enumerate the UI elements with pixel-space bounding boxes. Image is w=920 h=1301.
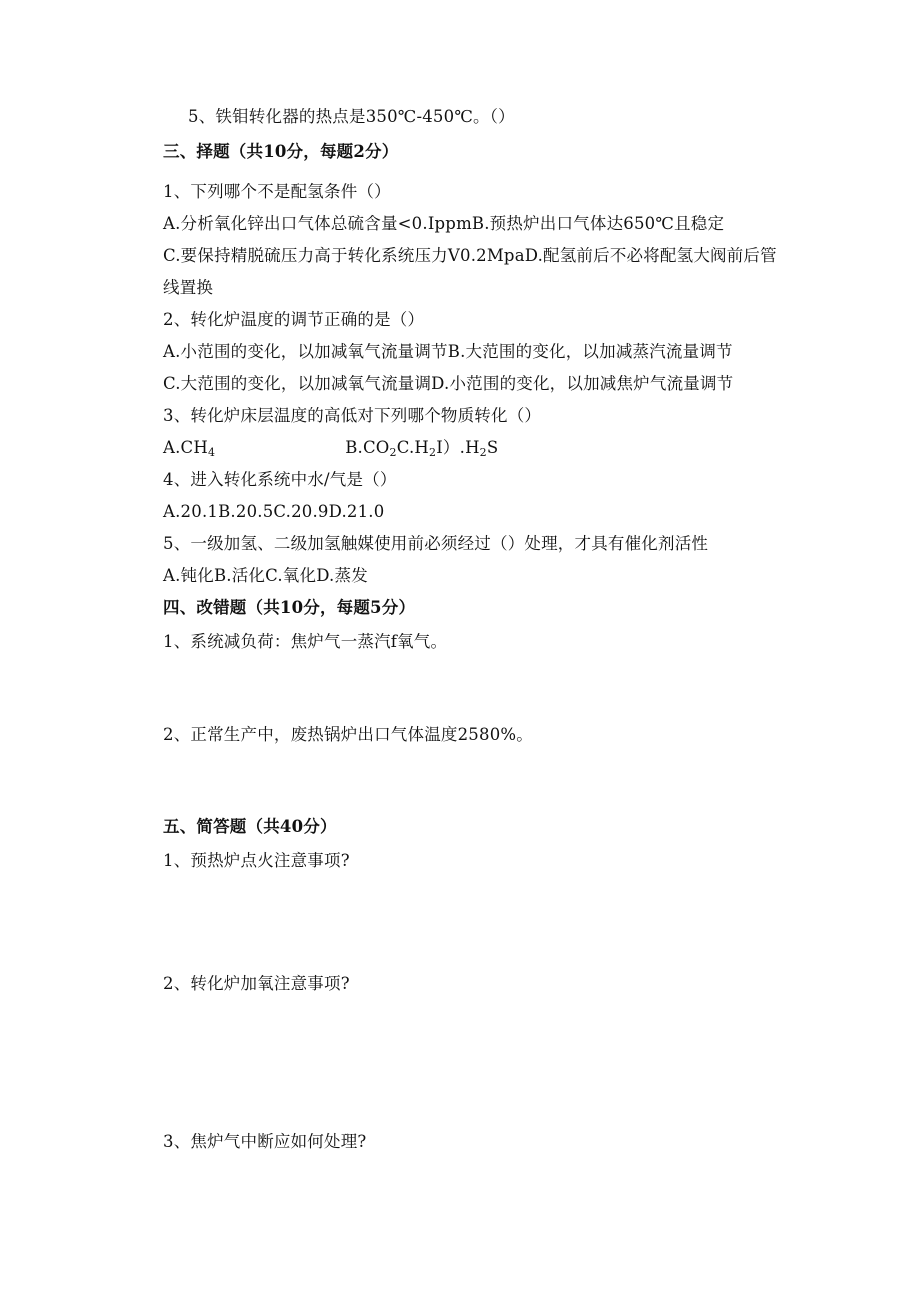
choice-q3-option-c: $C.H_2$: [396, 438, 437, 459]
judge-question-5: 5、铁钼转化器的热点是350℃-450℃。（）: [188, 107, 515, 126]
choice-q2-options-line2: C.大范围的变化，以加减氧气流量调D.小范围的变化，以加减焦炉气流量调节: [163, 374, 734, 393]
section-4-heading: 四、改错题（共10分，每题5分）: [163, 598, 416, 617]
choice-q5-stem: 5、一级加氢、二级加氢触媒使用前必须经过（）处理，才具有催化剂活性: [163, 534, 709, 553]
section-3-heading: 三、择题（共10分，每题2分）: [163, 142, 399, 161]
short-answer-q3: 3、焦炉气中断应如何处理?: [163, 1132, 367, 1151]
choice-q5-options: A.钝化B.活化C.氧化D.蒸发: [163, 566, 368, 585]
choice-q3-options: [163, 436, 498, 460]
correction-q2: 2、正常生产中，废热锅炉出口气体温度2580%。: [163, 725, 533, 744]
choice-q1-options-line3: 线置换: [163, 278, 214, 297]
choice-q3-stem: 3、转化炉床层温度的高低对下列哪个物质转化（）: [163, 406, 542, 425]
choice-q4-options: A.20.1B.20.5C.20.9D.21.0: [163, 502, 385, 521]
section-5-heading: 五、简答题（共40分）: [163, 817, 337, 836]
correction-q1: 1、系统减负荷：焦炉气一蒸汽f氧气。: [163, 632, 448, 651]
choice-q2-options-line1: A.小范围的变化，以加减氧气流量调节B.大范围的变化，以加减蒸汽流量调节: [163, 342, 733, 361]
choice-q2-stem: 2、转化炉温度的调节正确的是（）: [163, 310, 425, 329]
choice-q3-option-a: $A.CH_4$: [163, 438, 216, 459]
choice-q1-options-line2: C.要保持精脱硫压力高于转化系统压力V0.2MpaD.配氢前后不必将配氢大阀前后管: [163, 246, 777, 265]
short-answer-q2: 2、转化炉加氧注意事项?: [163, 974, 350, 993]
short-answer-q1: 1、预热炉点火注意事项?: [163, 851, 350, 870]
choice-q3-option-d: $I).H_2S$: [436, 438, 499, 459]
choice-q4-stem: 4、进入转化系统中水/气是（）: [163, 470, 397, 489]
choice-q3-option-b: $B.CO_2$: [345, 438, 397, 459]
choice-q1-stem: 1、下列哪个不是配氢条件（）: [163, 182, 391, 201]
choice-q1-options-line1: A.分析氧化锌出口气体总硫含量<0.IppmB.预热炉出口气体达650℃且稳定: [163, 214, 725, 233]
